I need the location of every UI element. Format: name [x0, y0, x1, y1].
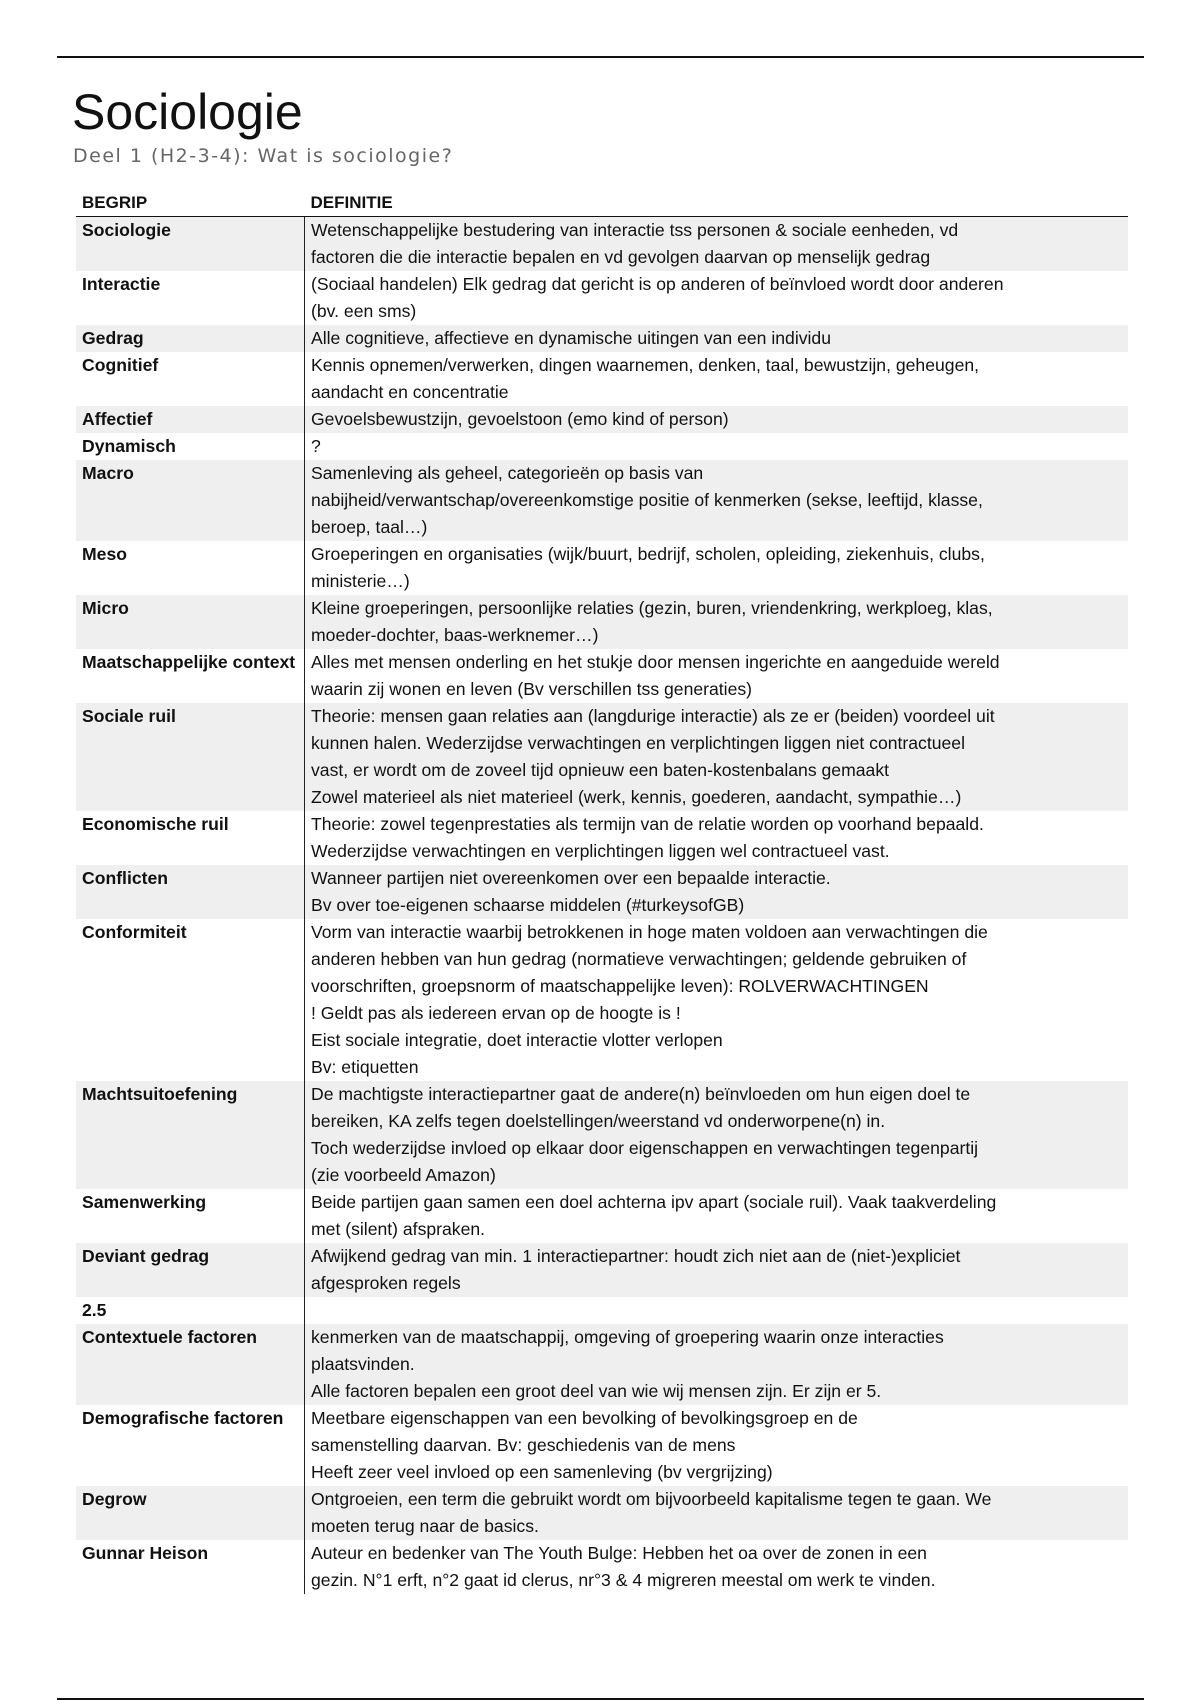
column-header-definition: DEFINITIE — [305, 188, 1129, 217]
definition-line: Samenleving als geheel, categorieën op basis van — [311, 463, 704, 483]
definition-line: (bv. een sms) — [311, 301, 417, 321]
definition-line: ministerie…) — [311, 571, 410, 591]
definition-line: Auteur en bedenker van The Youth Bulge: Hebben het oa over de zonen in een — [311, 1543, 927, 1563]
definition-cell — [305, 649, 1129, 703]
definition-cell — [305, 811, 1129, 865]
table-row — [76, 217, 1128, 272]
definition-cell — [305, 595, 1129, 649]
definition-line: Alle cognitieve, affectieve en dynamische uitingen van een individu — [311, 328, 832, 348]
definition-line: Theorie: zowel tegenprestaties als termijn van de relatie worden op voorhand bepaald. — [311, 814, 984, 834]
table-row — [76, 865, 1128, 919]
definition-cell — [305, 919, 1129, 1081]
definition-cell — [305, 217, 1129, 272]
definition-line: vast, er wordt om de zoveel tijd opnieuw een baten-kostenbalans gemaakt — [311, 760, 889, 780]
table-row — [76, 271, 1128, 325]
definition-line: nabijheid/verwantschap/overeenkomstige positie of kenmerken (sekse, leeftijd, klasse, — [311, 490, 983, 510]
definition-line: Bv: etiquetten — [311, 1057, 419, 1077]
table-row — [76, 1540, 1128, 1594]
definition-line: (zie voorbeeld Amazon) — [311, 1165, 496, 1185]
definition-cell — [305, 406, 1129, 433]
definitions-table — [76, 188, 1128, 1594]
table-row — [76, 325, 1128, 352]
definition-line: De machtigste interactiepartner gaat de andere(n) beïnvloeden om hun eigen doel te — [311, 1084, 971, 1104]
term-cell: Affectief — [76, 406, 305, 433]
definition-line: met (silent) afspraken. — [311, 1219, 486, 1239]
definition-line: plaatsvinden. — [311, 1354, 415, 1374]
definition-line: bereiken, KA zelfs tegen doelstellingen/weerstand vd onderworpene(n) in. — [311, 1111, 886, 1131]
term-cell: Sociologie — [76, 217, 305, 272]
definition-line: afgesproken regels — [311, 1273, 461, 1293]
term-cell: Conflicten — [76, 865, 305, 919]
definition-cell — [305, 352, 1129, 406]
definition-line: Zowel materieel als niet materieel (werk, kennis, goederen, aandacht, sympathie…) — [311, 787, 962, 807]
term-cell: Sociale ruil — [76, 703, 305, 811]
table-row — [76, 919, 1128, 1081]
definition-cell — [305, 865, 1129, 919]
term-cell: Dynamisch — [82, 436, 176, 456]
definition-cell — [305, 271, 1129, 325]
definition-cell — [305, 1243, 1129, 1297]
definition-line — [311, 1297, 1120, 1324]
definition-line: samenstelling daarvan. Bv: geschiedenis van de mens — [311, 1435, 736, 1455]
table-row — [76, 406, 1128, 433]
definition-line: aandacht en concentratie — [311, 382, 509, 402]
document-title: Sociologie — [72, 84, 303, 140]
definition-line: voorschriften, groepsnorm of maatschappelijke leven): ROLVERWACHTINGEN — [311, 976, 929, 996]
definition-line: anderen hebben van hun gedrag (normatieve verwachtingen; geldende gebruiken of — [311, 949, 967, 969]
term-cell: Deviant gedrag — [76, 1243, 305, 1297]
table-header-row — [76, 188, 1128, 217]
column-header-term: BEGRIP — [76, 188, 305, 217]
term-cell: Cognitief — [82, 355, 159, 375]
definition-line: Alles met mensen onderling en het stukje door mensen ingerichte en aangeduide wereld — [311, 652, 1000, 672]
definition-line: Gevoelsbewustzijn, gevoelstoon (emo kind of person) — [311, 409, 729, 429]
definition-cell — [305, 541, 1129, 595]
definition-line: ! Geldt pas als iedereen ervan op de hoogte is ! — [311, 1003, 681, 1023]
definition-cell — [305, 325, 1129, 352]
term-cell: Macro — [76, 460, 305, 541]
definition-line: beroep, taal…) — [311, 517, 428, 537]
definition-line: Meetbare eigenschappen van een bevolking of bevolkingsgroep en de — [311, 1408, 858, 1428]
definition-line: Beide partijen gaan samen een doel achterna ipv apart (sociale ruil). Vaak taakverdeling — [311, 1192, 997, 1212]
definition-line: Toch wederzijdse invloed op elkaar door eigenschappen en verwachtingen tegenpartij — [311, 1138, 979, 1158]
definition-line: Bv over toe-eigenen schaarse middelen (#turkeysofGB) — [311, 895, 745, 915]
definition-line: moeder-dochter, baas-werknemer…) — [311, 625, 599, 645]
top-rule — [57, 56, 1144, 58]
term-cell: Gedrag — [76, 325, 305, 352]
definition-line: factoren die die interactie bepalen en vd gevolgen daarvan op menselijk gedrag — [311, 247, 931, 267]
term-cell: Meso — [82, 544, 127, 564]
term-cell: Maatschappelijke context — [82, 652, 296, 672]
term-cell: Demografische factoren — [82, 1408, 284, 1428]
definition-line: moeten terug naar de basics. — [311, 1516, 539, 1536]
table-row — [76, 433, 1128, 460]
definition-line: Eist sociale integratie, doet interactie vlotter verlopen — [311, 1030, 723, 1050]
definition-cell — [305, 460, 1129, 541]
definition-cell — [305, 1081, 1129, 1189]
definition-line: kenmerken van de maatschappij, omgeving of groepering waarin onze interacties — [311, 1327, 944, 1347]
definition-line: Wanneer partijen niet overeenkomen over een bepaalde interactie. — [311, 868, 831, 888]
definition-line: Wederzijdse verwachtingen en verplichtingen liggen wel contractueel vast. — [311, 841, 890, 861]
definition-line: ? — [311, 436, 321, 456]
definition-cell — [305, 433, 1129, 460]
table-row — [76, 460, 1128, 541]
table-row — [76, 1189, 1128, 1243]
table-row — [76, 1081, 1128, 1189]
table-row — [76, 352, 1128, 406]
term-cell: Contextuele factoren — [76, 1324, 305, 1405]
table-row — [76, 541, 1128, 595]
term-cell: Conformiteit — [82, 922, 187, 942]
definition-line: Ontgroeien, een term die gebruikt wordt om bijvoorbeeld kapitalisme tegen te gaan. We — [311, 1489, 992, 1509]
term-cell: Samenwerking — [82, 1192, 207, 1212]
table-row — [76, 703, 1128, 811]
term-cell: Micro — [76, 595, 305, 649]
definition-line: Kennis opnemen/verwerken, dingen waarnemen, denken, taal, bewustzijn, geheugen, — [311, 355, 980, 375]
definition-cell — [305, 1405, 1129, 1486]
definition-cell — [305, 1189, 1129, 1243]
definition-line: waarin zij wonen en leven (Bv verschillen tss generaties) — [311, 679, 753, 699]
definition-line: Groeperingen en organisaties (wijk/buurt, bedrijf, scholen, opleiding, ziekenhuis, clubs, — [311, 544, 985, 564]
table-row — [76, 595, 1128, 649]
table-row — [76, 811, 1128, 865]
term-cell: Economische ruil — [82, 814, 229, 834]
definition-line: Kleine groeperingen, persoonlijke relaties (gezin, buren, vriendenkring, werkploeg, klas, — [311, 598, 993, 618]
definition-line: (Sociaal handelen) Elk gedrag dat gericht is op anderen of beïnvloed wordt door anderen — [311, 274, 1004, 294]
table-row — [76, 1405, 1128, 1486]
definition-line: Alle factoren bepalen een groot deel van wie wij mensen zijn. Er zijn er 5. — [311, 1381, 882, 1401]
term-cell: Machtsuitoefening — [76, 1081, 305, 1189]
definition-line: Heeft zeer veel invloed op een samenleving (bv vergrijzing) — [311, 1462, 773, 1482]
document-subtitle: Deel 1 (H2-3-4): Wat is sociologie? — [73, 145, 454, 167]
definition-line: Vorm van interactie waarbij betrokkenen in hoge maten voldoen aan verwachtingen die — [311, 922, 988, 942]
definition-line: gezin. N°1 erft, n°2 gaat id clerus, nr°3 & 4 migreren meestal om werk te vinden. — [311, 1570, 936, 1590]
definition-cell — [305, 1486, 1129, 1540]
definition-cell — [305, 1324, 1129, 1405]
definition-line: kunnen halen. Wederzijdse verwachtingen en verplichtingen liggen niet contractueel — [311, 733, 965, 753]
definition-cell — [305, 1540, 1129, 1594]
term-cell: 2.5 — [82, 1300, 107, 1320]
definition-line: Afwijkend gedrag van min. 1 interactiepartner: houdt zich niet aan de (niet-)expliciet — [311, 1246, 961, 1266]
definition-line: Wetenschappelijke bestudering van interactie tss personen & sociale eenheden, vd — [311, 220, 959, 240]
table-row — [76, 1297, 1128, 1324]
definition-cell — [305, 1297, 1129, 1324]
table-row — [76, 649, 1128, 703]
term-cell: Interactie — [82, 274, 161, 294]
table-row — [76, 1324, 1128, 1405]
term-cell: Degrow — [76, 1486, 305, 1540]
term-cell: Gunnar Heison — [82, 1543, 209, 1563]
table-row — [76, 1243, 1128, 1297]
definition-line: Theorie: mensen gaan relaties aan (langdurige interactie) als ze er (beiden) voordeel uit — [311, 706, 995, 726]
table-row — [76, 1486, 1128, 1540]
definition-cell — [305, 703, 1129, 811]
